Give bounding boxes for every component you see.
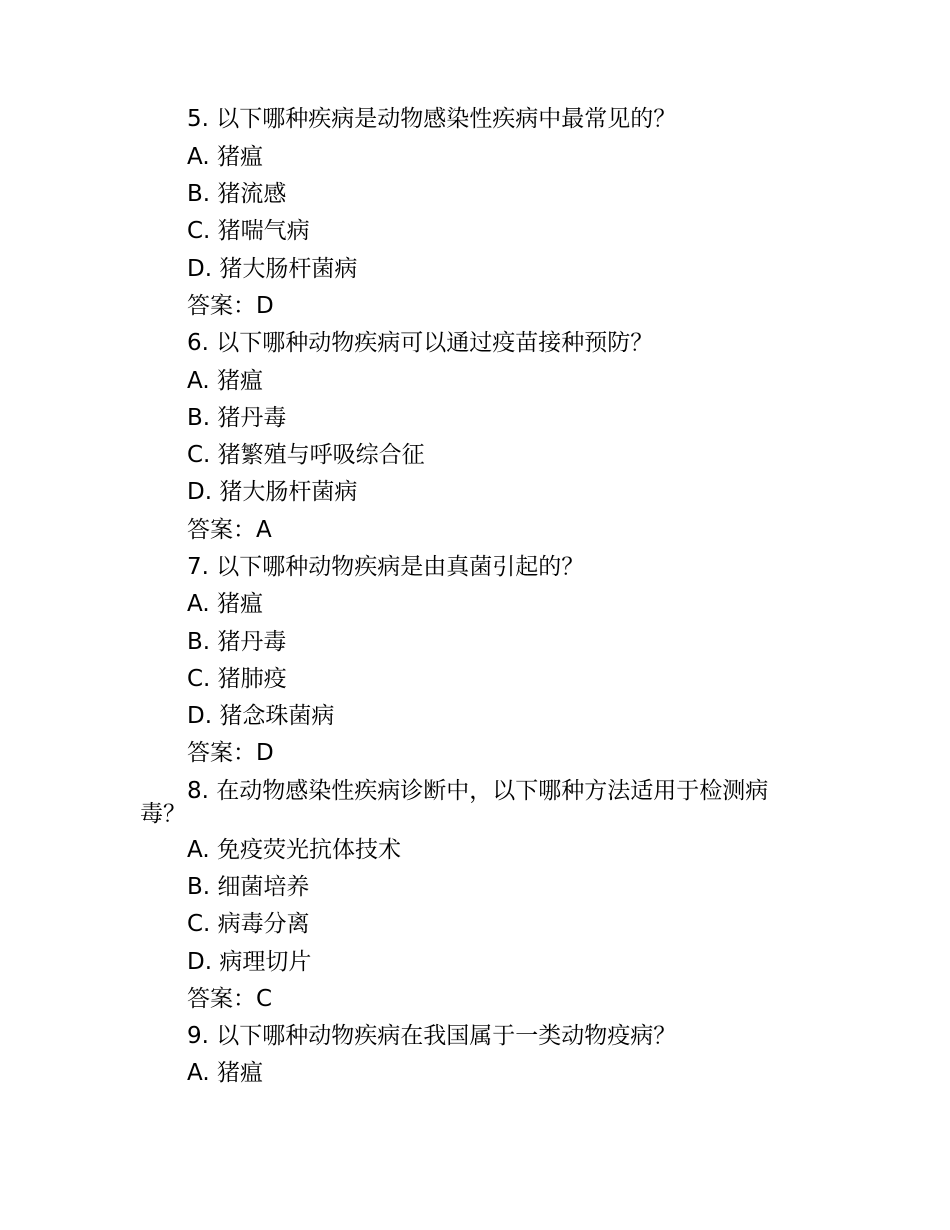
option-d: D. 猪大肠杆菌病 [187, 479, 358, 505]
option-c: C. 猪肺疫 [187, 666, 287, 692]
option-c: C. 病毒分离 [187, 911, 310, 937]
option-c: C. 猪喘气病 [187, 218, 310, 244]
answer-text: 答案：D [187, 740, 274, 766]
option-a: A. 免疫荧光抗体技术 [187, 837, 401, 863]
option-a: A. 猪瘟 [187, 591, 263, 617]
answer-text: 答案：C [187, 986, 273, 1012]
option-a: A. 猪瘟 [187, 1060, 263, 1086]
option-d: D. 病理切片 [187, 949, 312, 975]
answer-text: 答案：D [187, 293, 274, 319]
question-text: 8. 在动物感染性疾病诊断中，以下哪种方法适用于检测病 [187, 778, 769, 804]
answer-text: 答案：A [187, 517, 272, 543]
option-b: B. 细菌培养 [187, 874, 310, 900]
question-text: 6. 以下哪种动物疾病可以通过疫苗接种预防？ [187, 330, 654, 356]
option-d: D. 猪大肠杆菌病 [187, 256, 358, 282]
option-d: D. 猪念珠菌病 [187, 703, 335, 729]
option-b: B. 猪丹毒 [187, 629, 287, 655]
question-text: 5. 以下哪种疾病是动物感染性疾病中最常见的？ [187, 106, 677, 132]
question-text: 9. 以下哪种动物疾病在我国属于一类动物疫病？ [187, 1023, 677, 1049]
question-text-continuation: 毒？ [140, 801, 186, 827]
question-text: 7. 以下哪种动物疾病是由真菌引起的？ [187, 554, 585, 580]
option-b: B. 猪丹毒 [187, 405, 287, 431]
option-a: A. 猪瘟 [187, 144, 263, 170]
option-b: B. 猪流感 [187, 181, 287, 207]
option-c: C. 猪繁殖与呼吸综合征 [187, 442, 425, 468]
option-a: A. 猪瘟 [187, 368, 263, 394]
